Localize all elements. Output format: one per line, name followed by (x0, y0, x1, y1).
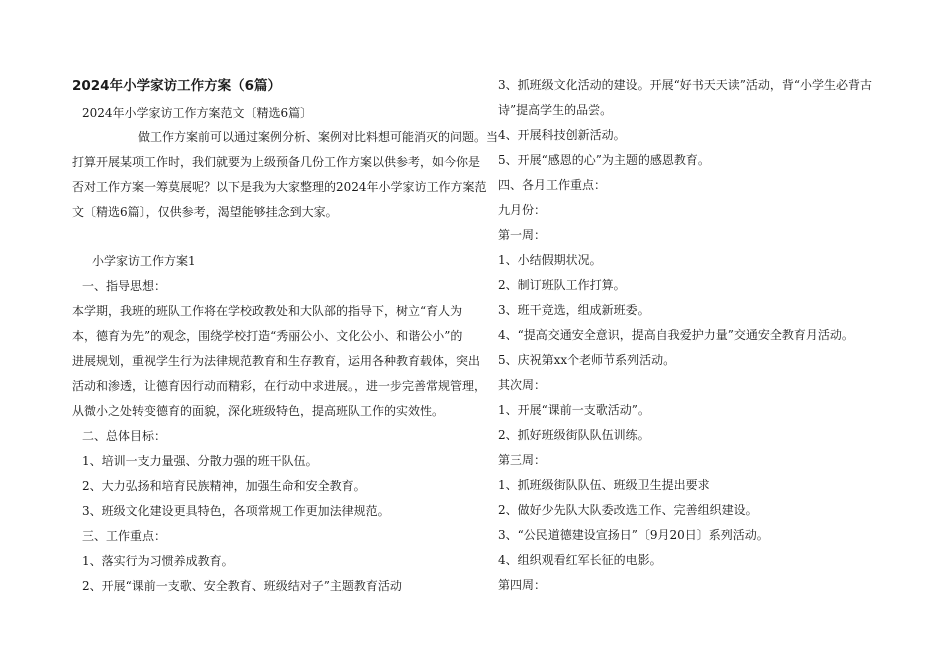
week3-item-1: 1、抓班级街队队伍、班级卫生提出要求 (498, 478, 710, 492)
goal-item-1: 1、培训一支力量强、分散力强的班干队伍。 (82, 454, 318, 468)
goals-heading: 二、总体目标： (82, 429, 167, 443)
week2-heading: 其次周： (498, 378, 547, 392)
goal-item-3: 3、班级文化建设更具特色，各项常规工作更加法律规范。 (82, 504, 390, 518)
week1-item-5: 5、庆祝第xx个老师节系列活动。 (498, 353, 676, 367)
guide-line-1: 本学期，我班的班队工作将在学校政教处和大队部的指导下，树立“育人为 (72, 304, 463, 318)
september-heading: 九月份： (498, 203, 547, 217)
focus-heading: 三、工作重点： (82, 529, 167, 543)
week3-item-3: 3、“公民道德建设宣扬日”〔9月20日〕系列活动。 (498, 528, 769, 542)
guide-line-4: 活动和渗透，让德育因行动而精彩，在行动中求进展。，进一步完善常规管理， (72, 379, 487, 393)
document-title: 2024年小学家访工作方案（6篇） (72, 78, 281, 94)
week2-item-1: 1、开展“课前一支歌活动”。 (498, 403, 650, 417)
focus-item-3-line-2: 诗”提高学生的品尝。 (498, 103, 613, 117)
week1-item-2: 2、制订班队工作打算。 (498, 278, 626, 292)
intro-line-1: 做工作方案前可以通过案例分析、案例对比料想可能消灭的问题。当 (138, 130, 499, 144)
focus-item-5: 5、开展“感恩的心”为主题的感恩教育。 (498, 153, 710, 167)
section-title: 小学家访工作方案1 (92, 254, 196, 268)
week3-item-4: 4、组织观看红军长征的电影。 (498, 553, 662, 567)
goal-item-2: 2、大力弘扬和培育民族精神，加强生命和安全教育。 (82, 479, 366, 493)
guide-line-3: 进展规划，重视学生行为法律规范教育和生存教育，运用各种教育载体，突出 (72, 354, 481, 368)
intro-line-3: 否对工作方案一筹莫展呢？以下是我为大家整理的2024年小学家访工作方案范 (72, 180, 487, 194)
focus-item-4: 4、开展科技创新活动。 (498, 128, 626, 142)
week1-item-3: 3、班干竞选，组成新班委。 (498, 303, 650, 317)
intro-line-2: 打算开展某项工作时，我们就要为上级预备几份工作方案以供参考，如今你是 (72, 155, 481, 169)
week2-item-2: 2、抓好班级街队队伍训练。 (498, 428, 650, 442)
focus-item-1: 1、落实行为习惯养成教育。 (82, 554, 234, 568)
guide-line-5: 从微小之处转变德育的面貌，深化班级特色，提高班队工作的实效性。 (72, 404, 445, 418)
guide-line-2: 本，德育为先”的观念，围绕学校打造“秀丽公小、文化公小、和谐公小”的 (72, 329, 463, 343)
focus-item-2: 2、开展“课前一支歌、安全教育、班级结对子”主题教育活动 (82, 579, 402, 593)
intro-line-4: 文〔精选6篇〕，仅供参考，渴望能够挂念到大家。 (72, 205, 338, 219)
focus-item-3-line-1: 3、抓班级文化活动的建设。开展“好书天天读”活动，背“小学生必背古 (498, 78, 873, 92)
guide-heading: 一、指导思想： (82, 279, 167, 293)
week1-heading: 第一周： (498, 228, 547, 242)
week3-heading: 第三周： (498, 453, 547, 467)
monthly-heading: 四、各月工作重点： (498, 178, 607, 192)
week3-item-2: 2、做好少先队大队委改选工作、完善组织建设。 (498, 503, 758, 517)
week1-item-4: 4、“提高交通安全意识，提高自我爱护力量”交通安全教育月活动。 (498, 328, 854, 342)
week4-heading: 第四周： (498, 578, 547, 592)
document-subtitle: 2024年小学家访工作方案范文〔精选6篇〕 (82, 106, 313, 120)
week1-item-1: 1、小结假期状况。 (498, 253, 602, 267)
